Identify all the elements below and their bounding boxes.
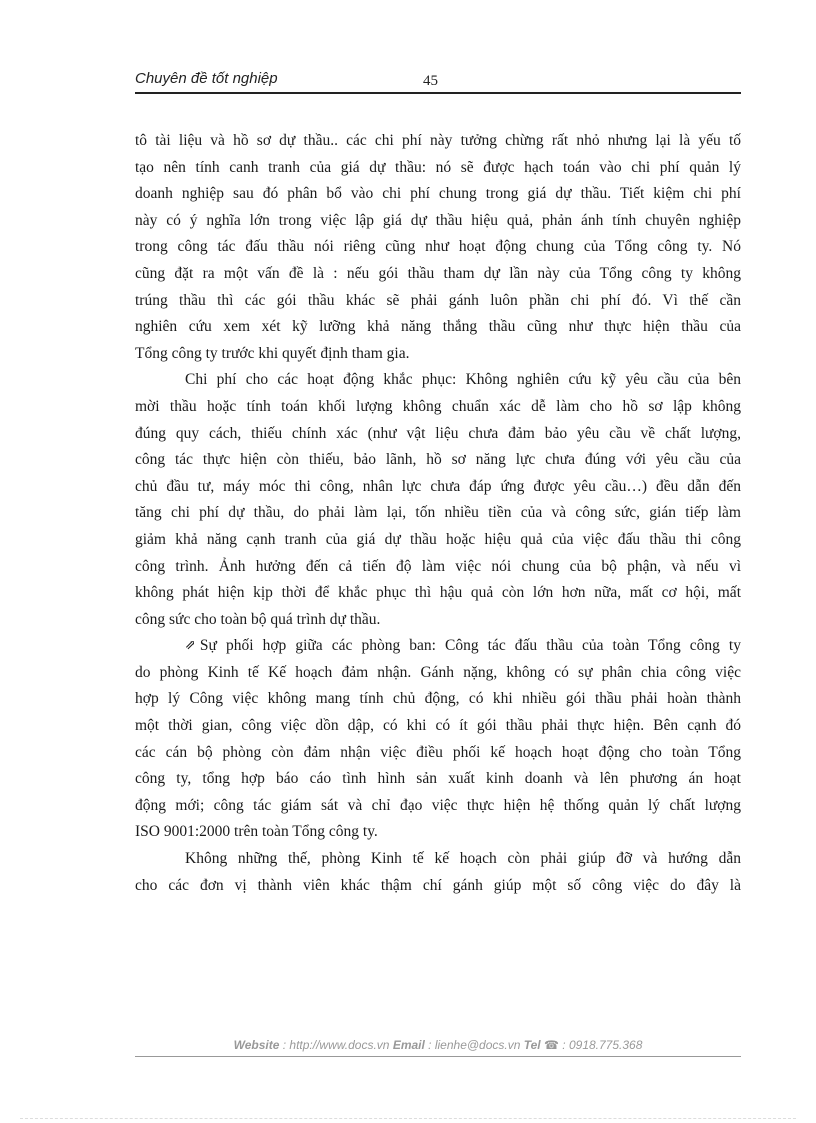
email-value: : lienhe@docs.vn <box>428 1038 521 1052</box>
tel-value: : 0918.775.368 <box>562 1038 643 1052</box>
text-line-body: Sự phối hợp giữa các phòng ban: Công tác đấu thầu của toàn Tổng công ty <box>199 637 741 655</box>
text-line: tô tài liệu và hồ sơ dự thầu.. các chi phí này tưởng chừng rất nhỏ nhưng lại là yếu tố <box>135 132 741 149</box>
page-bottom-divider <box>20 1118 796 1119</box>
text-line: cho các đơn vị thành viên khác thậm chí gánh giúp một số công việc do đây là <box>135 876 741 894</box>
text-line: một thời gian, công việc dồn dập, có khi có ít gói thầu phải thực hiện. Bên cạnh đó <box>135 717 741 735</box>
arrow-bullet-icon: ⇗ <box>185 637 196 653</box>
page-footer <box>135 1038 741 1057</box>
paragraph-1 <box>135 128 741 367</box>
paragraph-2 <box>135 367 741 633</box>
text-line: động mới; công tác giám sát và chỉ đạo việc thực hiện hệ thống quản lý chất lượng <box>135 796 741 814</box>
paragraph-3 <box>135 633 741 846</box>
text-line: do phòng Kinh tế Kế hoạch đảm nhận. Gánh nặng, không có sự phân chia công việc <box>135 663 741 681</box>
text-line <box>135 633 741 660</box>
text-line: không phát hiện kịp thời để khắc phục thì hậu quả còn lớn hơn nữa, mất cơ hội, mất <box>135 584 741 602</box>
text-line: trúng thầu thì các gói thầu khác sẽ phải gánh luôn phần chi phí đó. Vì thế cần <box>135 291 741 309</box>
text-line: hợp lý Công việc không mang tính chủ động, có khi nhiều gói thầu phải hoàn thành <box>135 690 741 708</box>
text-line: giảm khả năng cạnh tranh của giá dự thầu hoặc hiệu quả của việc đấu thầu thi công <box>135 530 741 548</box>
text-line: công tác thực hiện còn thiếu, bảo lãnh, hồ sơ năng lực chưa đúng với yêu cầu của <box>135 451 741 469</box>
text-line: này có ý nghĩa lớn trong việc lập giá dự thầu hiệu quả, phản ánh tính chuyên nghiệp <box>135 211 741 229</box>
text-line: đúng quy cách, thiếu chính xác (như vật liệu chưa đảm bảo yêu cầu về chất lượng, <box>135 424 741 442</box>
text-line: nghiên cứu xem xét kỹ lưỡng khả năng thắng thầu cũng như thực hiện thầu của <box>135 318 741 336</box>
text-line: Không những thế, phòng Kinh tế kế hoạch còn phải giúp đỡ và hướng dẫn <box>185 850 741 868</box>
text-line: Chi phí cho các hoạt động khắc phục: Không nghiên cứu kỹ yêu cầu của bên <box>185 371 741 389</box>
paragraph-4 <box>135 846 741 899</box>
document-body <box>135 128 741 899</box>
page-header <box>135 66 741 94</box>
text-line: công ty, tổng hợp báo cáo tình hình sản xuất kinh doanh và lên phương án hoạt <box>135 770 741 788</box>
email-label: Email <box>392 1038 425 1052</box>
text-line: doanh nghiệp sau đó phân bổ vào chi phí chung trong giá dự thầu. Tiết kiệm chi phí <box>135 185 741 203</box>
text-line: mời thầu hoặc tính toán khối lượng không chuẩn xác dễ làm cho hồ sơ lập không <box>135 397 741 415</box>
text-line: các cán bộ phòng còn đảm nhận việc điều phối kế hoạch hoạt động cho toàn Tổng <box>135 743 741 761</box>
text-line: công sức cho toàn bộ quá trình dự thầu. <box>135 610 381 628</box>
header-title: Chuyên đề tốt nghiệp <box>135 70 278 87</box>
text-line: tăng chi phí dự thầu, do phải làm lại, tốn nhiều tiền của và công sức, gián tiếp làm <box>135 504 741 522</box>
text-line: ISO 9001:2000 trên toàn Tổng công ty. <box>135 823 378 841</box>
text-line: cũng đặt ra một vấn đề là : nếu gói thầu tham dự lần này của Tổng công ty không <box>135 264 741 282</box>
website-value: : http://www.docs.vn <box>282 1038 390 1052</box>
page-number: 45 <box>423 73 438 89</box>
text-line: công trình. Ảnh hưởng đến cả tiến độ làm việc nói chung của bộ phận, và nếu vì <box>135 557 741 575</box>
text-line: chủ đầu tư, máy móc thi công, nhân lực chưa đáp ứng được yêu cầu…) đều dẫn đến <box>135 477 741 495</box>
phone-icon: ☎ <box>544 1038 559 1052</box>
website-label: Website <box>233 1038 280 1052</box>
text-line: tạo nên tính canh tranh của giá dự thầu: nó sẽ được hạch toán vào chi phí quản lý <box>135 158 741 176</box>
text-line: Tổng công ty trước khi quyết định tham gia. <box>135 344 410 362</box>
text-line: trong công tác đấu thầu nói riêng cũng như hoạt động chung của Tổng công ty. Nó <box>135 238 741 256</box>
tel-label: Tel <box>523 1038 541 1052</box>
